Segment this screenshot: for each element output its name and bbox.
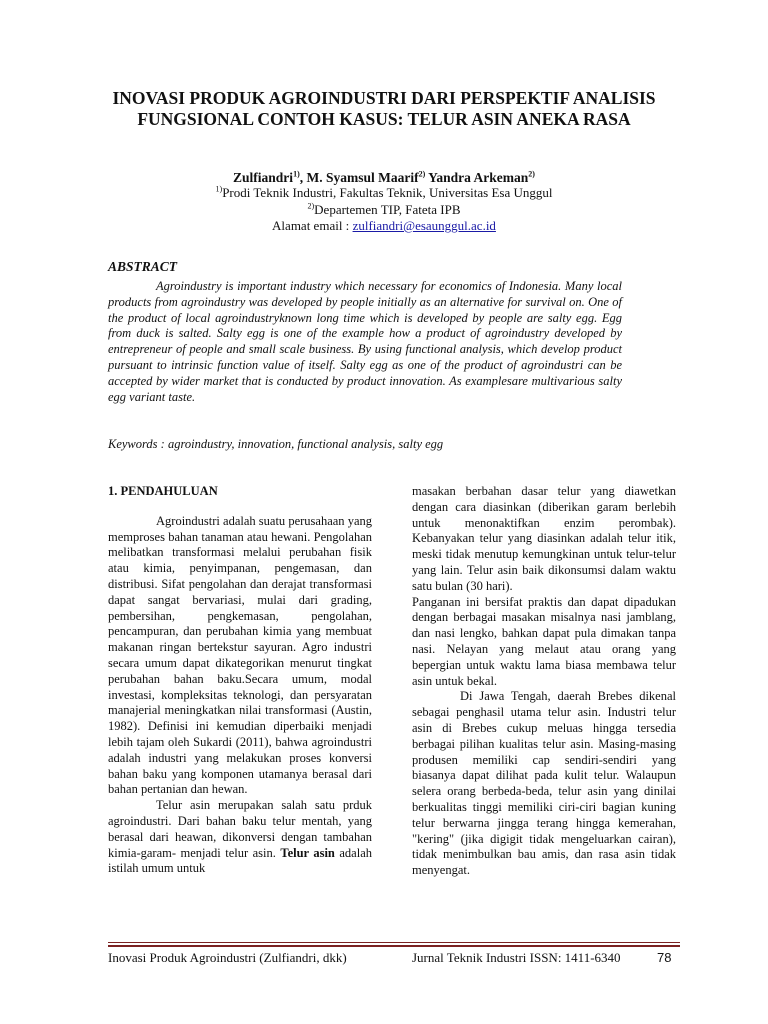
affiliation-2-mark: 2) — [307, 201, 315, 211]
author-1-affiliation-mark: 1) — [293, 169, 300, 179]
right-paragraph-1: masakan berbahan dasar telur yang diawetkan dengan cara diasinkan (diberikan garam berlebih untuk menonaktifkan enzim perombak). Kebanyakan telur yang diasinkan adalah telur itik, meski tidak menutup kemungkinan untuk telur-telur yang lain. Telur asin baik dikonsumsi dalam waktu satu bulan (30 hari). — [412, 484, 676, 593]
footer-running-title: Inovasi Produk Agroindustri (Zulfiandri, dkk) — [108, 950, 347, 965]
right-paragraph-2: Panganan ini bersifat praktis dan dapat dipadukan dengan berbagai masakan misalnya nasi jamblang, dan nasi lengko, bahkan dapat pula dimakan tanpa nasi. Nelayan yang melaut atau orang yang bepergian untuk waktu lama biasa membawa telur asin untuk bekal. — [412, 594, 676, 688]
footer-rule — [108, 942, 680, 947]
affiliation-1 — [100, 185, 668, 201]
intro-paragraph-1: Agroindustri adalah suatu perusahaan yang memproses bahan tanaman atau hewani. Pengolahan melibatkan transformasi melalui perubahan fisik atau kimia, penyimpanan, pengemasan, dan distribusi. Sifat pengolahan dan derajat transformasi dapat sangat bervariasi, mulai dari grading, pembersihan, pengkemasan, pengolahan, pencampuran, dan perubahan kimia yang membuat makanan ringan bertekstur sayuran. Agro industri secara umum dapat dikategorikan menurut tingkat perubahan bahan baku.Secara umum, modal investasi, kompleksitas teknologi, dan persyaratan manajerial meningkatkan nilai transformasi (Austin, 1982). Definisi ini kemudian diperbaiki menjadi lebih tajam oleh Sukardi (2011), bahwa agroindustri adalah industri yang melakukan proses konversi bahan baku yang komponen utamanya berasal dari bahan pertanian dan hewan. — [108, 513, 372, 797]
author-line — [100, 170, 668, 186]
right-column — [412, 484, 676, 879]
paper-title: INOVASI PRODUK AGROINDUSTRI DARI PERSPEKTIF ANALISIS FUNGSIONAL CONTOH KASUS: TELUR ASIN ANEKA RASA — [112, 88, 656, 129]
keywords: Keywords : agroindustry, innovation, functional analysis, salty egg — [108, 437, 444, 451]
affiliation-2-text: Departemen TIP, Fateta IPB — [314, 202, 461, 217]
email-label: Alamat email : — [272, 218, 353, 233]
intro-paragraph-2 — [108, 798, 372, 877]
page-number: 78 — [657, 950, 672, 965]
footer-journal: Jurnal Teknik Industri ISSN: 1411-6340 — [412, 950, 621, 965]
abstract-heading: ABSTRACT — [108, 259, 178, 274]
right-paragraph-3: Di Jawa Tengah, daerah Brebes dikenal sebagai penghasil utama telur asin. Industri telur asin di Brebes cukup meluas hingga tersedia berbagai pilihan kualitas telur asin. Masing-masing produsen memiliki cap sendiri-sendiri yang biasanya dapat dilihat pada kulit telur. Walaupun selera orang berbeda-beda, telur asin yang dinilai berkualitas tinggi memiliki ciri-ciri bagian kuning telur berwarna jingga terang hingga kemerahan, "kering" (jika digigit tidak mengeluarkan cairan), tidak menimbulkan bau amis, dan rasa asin tidak menyengat. — [412, 689, 676, 878]
author-2: , M. Syamsul Maarif — [299, 170, 419, 185]
affiliation-2 — [100, 202, 668, 218]
email-line — [100, 218, 668, 234]
abstract-text: Agroindustry is important industry which necessary for economics of Indonesia. Many local products from agroindustry was developed by people initially as an alternative for survival on. One of the product of local agroindustryknown long time which is developed by people are salty egg. Egg from duck is salted. Salty egg is one of the example how a product of agroindustry developed by entrepreneur of people and small scale business. By using functional analysis, which develop product pursuant to intrinsic function value of itself. Salty egg as one of the product of agroindustri can be accepted by wider market that is conducted by product innovation. As examplesare multivarious salty egg variant taste. — [108, 279, 622, 404]
left-column — [108, 484, 372, 877]
author-2-affiliation-mark: 2) — [418, 169, 426, 179]
affiliation-1-mark: 1) — [215, 184, 223, 194]
author-1: Zulfiandri — [233, 170, 294, 185]
section-heading: 1. PENDAHULUAN — [108, 484, 218, 498]
affiliation-1-text: Prodi Teknik Industri, Fakultas Teknik, Universitas Esa Unggul — [222, 185, 553, 200]
telur-asin-bold-term: Telur asin — [280, 845, 335, 860]
author-3-affiliation-mark: 2) — [528, 169, 535, 179]
author-3: Yandra Arkeman — [425, 170, 529, 185]
intro-paragraph-2-end: adalah istilah umum untuk — [108, 845, 372, 876]
email-link[interactable]: zulfiandri@esaunggul.ac.id — [352, 218, 496, 233]
intro-paragraph-2-start: Telur asin merupakan salah satu prduk agroindustri. Dari bahan baku telur mentah, yang berasal dari heawan, dikonversi dengan tambahan kimia-garam- menjadi telur asin. — [108, 798, 372, 860]
